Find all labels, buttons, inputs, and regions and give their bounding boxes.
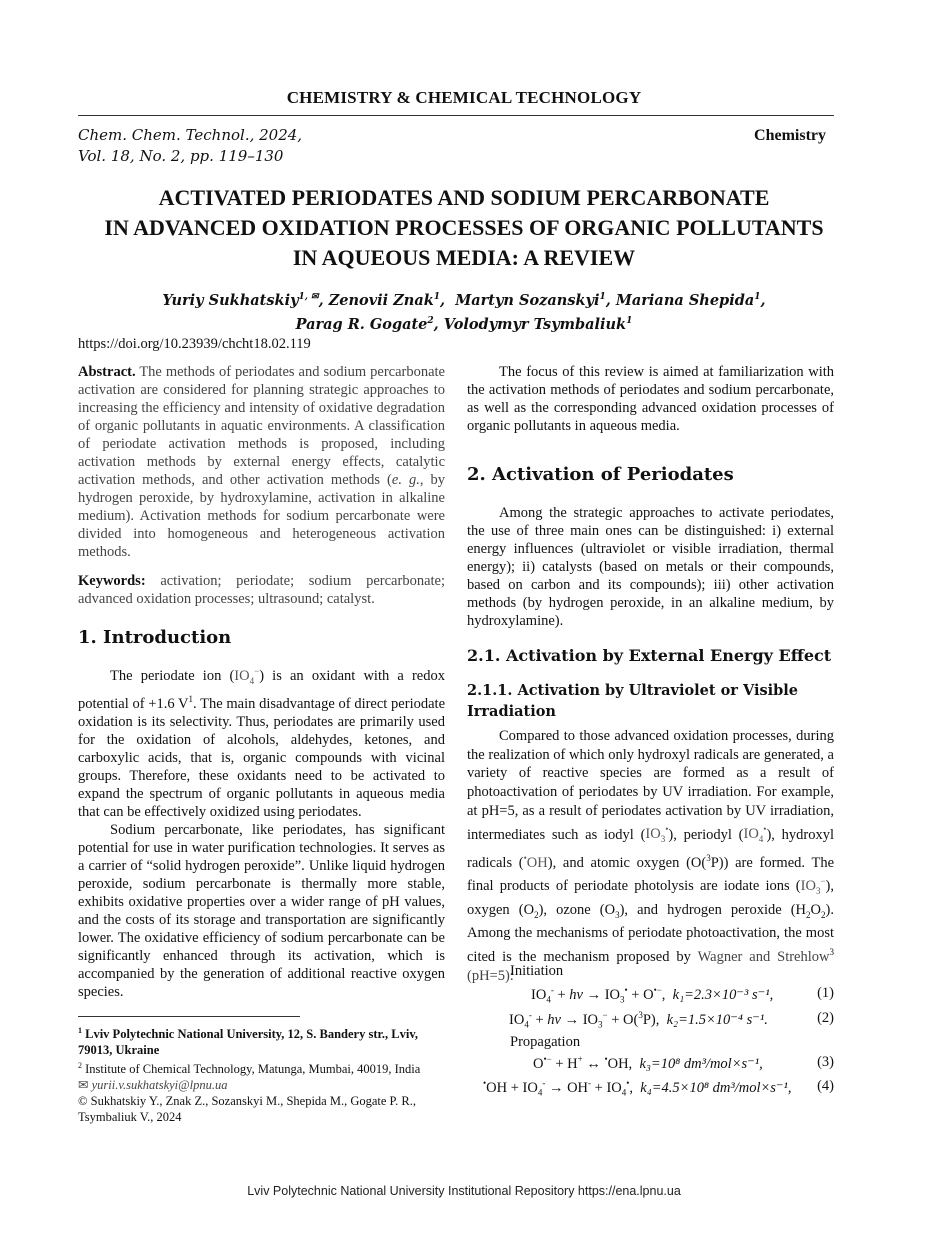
repository-footer[interactable]: Lviv Polytechnic National University Institutional Repository https://ena.lpnu.ua bbox=[247, 1184, 681, 1198]
abstract-label: Abstract. bbox=[78, 364, 136, 380]
heading-introduction: 1. Introduction bbox=[78, 627, 232, 648]
label-propagation: Propagation bbox=[510, 1034, 581, 1050]
footnote-1: $^1$ Lviv Polytechnic National University, 12, S. Bandery str., Lviv, 79013, Ukraine bbox=[78, 1026, 419, 1058]
journal-name: CHEMISTRY & CHEMICAL TECHNOLOGY bbox=[286, 88, 642, 107]
abstract-eg: e. g. bbox=[391, 472, 420, 488]
label-initiation: Initiation bbox=[510, 963, 564, 979]
author-aff: 1 bbox=[433, 292, 441, 302]
keywords-label: Keywords: bbox=[78, 573, 146, 589]
focus-paragraph: The focus of this review is aimed at familiarization with the activation methods of periodates and sodium percarbonate, as well as the corresponding advanced oxidation processes of organic pollutants in aqueous media. bbox=[467, 364, 834, 434]
title-line2: IN ADVANCED OXIDATION PROCESSES OF ORGANIC POLLUTANTS bbox=[104, 215, 824, 240]
abstract-text-2: , by hydrogen peroxide, by hydroxylamine, activation in alkaline medium). Activation methods for sodium percarbonate were divided into homogeneous and heterogeneous activation methods. bbox=[78, 472, 445, 560]
author-name: Volodymyr Tsymbaliuk bbox=[443, 315, 627, 333]
intro-paragraph-1: The periodate ion $(IO_4^-)$ is an oxidant with a redox potential of +1.6 $V^1$. The main disadvantage of direct periodate oxidation is its selectivity. Thus, periodates are primarily used for the oxidation of alcohols, aldehydes, ketones, and carboxylic acids, that is, organic compounds with vicinal groups. Therefore, these oxidants need to be activated to expand the spectrum of organic pollutants in aqueous media that can be effectively oxidized using periodates. bbox=[78, 666, 446, 820]
author-name: Yuriy Sukhatskiy bbox=[162, 291, 299, 309]
section-2-body: Among the strategic approaches to activate periodates, the use of three main ones can be distinguished: i) external energy influences (ultraviolet or visible irradiation, thermal energy); ii) catalysts (based on metals or their compounds, based on carbon and its compounds); iii) other activation methods (by hydrogen peroxide, in an alkaline medium, by hydroxylamine). bbox=[467, 505, 834, 629]
paper-title bbox=[0, 183, 928, 273]
header-rule bbox=[78, 115, 834, 116]
title-line1: ACTIVATED PERIODATES AND SODIUM PERCARBONATE bbox=[158, 185, 770, 210]
footnotes bbox=[78, 1023, 448, 1125]
footnote-rule bbox=[78, 1016, 300, 1017]
keywords-text: activation; periodate; sodium percarbonate; advanced oxidation processes; ultrasound; catalyst. bbox=[78, 573, 445, 607]
section-tag: Chemistry bbox=[754, 127, 826, 144]
intro-body bbox=[78, 662, 445, 1001]
keywords bbox=[78, 572, 445, 608]
heading-section-2: 2. Activation of Periodates bbox=[467, 464, 734, 485]
author-name: Parag R. Gogate bbox=[295, 315, 428, 333]
citation-line2: Vol. 18, No. 2, pp. 119–130 bbox=[78, 147, 284, 165]
envelope-icon: ✉ bbox=[78, 1078, 89, 1093]
abstract bbox=[78, 363, 445, 561]
author-aff: 1 bbox=[599, 292, 606, 302]
periodate-ion: $IO_4^-$ bbox=[234, 666, 260, 686]
citation-line1: Chem. Chem. Technol., 2024, bbox=[78, 126, 303, 144]
author-aff: 2 bbox=[427, 315, 434, 326]
doi-link[interactable]: https://doi.org/10.23939/chcht18.02.119 bbox=[78, 336, 311, 352]
author-name: Mariana Shepida bbox=[615, 291, 755, 309]
footnote-copyright: © Sukhatskiy Y., Znak Z., Sozanskyi M., Shepida M., Gogate P. R., Tsymbaliuk V., 2024 bbox=[78, 1094, 416, 1125]
author-name: Martyn Sozanskyi bbox=[455, 291, 600, 309]
section-2-1-1-body: Compared to those advanced oxidation processes, during the realization of which only hydroxyl radicals are generated, a variety of reactive species are formed as a result of photoactivation of periodates by UV irradiation. For example, at pH=5, as a result of periodates activation by UV irradiation, intermediates such as iodyl $(IO_3^•)$, periodyl $(IO_4^•)$, hydroxyl radicals (•OH), and atomic oxygen (O($^3$P)) are formed. The final products of periodate photolysis are iodate ions $(IO_3^-)$, oxygen $(O_2)$, ozone $(O_3)$, and hydrogen peroxide $(H_2O_2)$. Among the mechanisms of periodate photoactivation, the most cited is the mechanism proposed by Wagner and Strehlow$^3$ (pH=5): bbox=[467, 728, 835, 984]
author-aff: 1 bbox=[626, 315, 633, 326]
author-aff: 1, ✉ bbox=[298, 292, 319, 302]
intro-paragraph-2: Sodium percarbonate, like periodates, has significant potential for use in water purification technologies. It serves as a carrier of “solid hydrogen peroxide”. Unlike liquid hydrogen peroxide, sodium percarbonate is thermally more stable, exhibits oxidative properties over a wider range of pH values, and the costs of its storage and transportation are significantly lower. The oxidative efficiency of sodium percarbonate can be significantly enhanced through its activation, which is accompanied by the generation of additional reactive oxygen species. bbox=[78, 821, 445, 1000]
heading-section-2-1-1: 2.1.1. Activation by Ultraviolet or Visible Irradiation bbox=[467, 682, 799, 720]
footnote-2: $^2$ Institute of Chemical Technology, Matunga, Mumbai, 40019, India bbox=[78, 1061, 421, 1077]
citation-wagner: Wagner and Strehlow bbox=[697, 949, 830, 966]
author-aff: 1 bbox=[754, 292, 761, 302]
abstract-text: The methods of periodates and sodium percarbonate activation are considered for planning strategic approaches to increasing the efficiency and intensity of oxidative degradation of organic pollutants in aquatic environments. A classification of periodate activation methods is proposed, including activation methods by external energy effects, catalytic activation methods, and other activation methods ( bbox=[78, 364, 445, 488]
citation bbox=[78, 125, 302, 167]
author-list: Yuriy Sukhatskiy$^{1, ✉}$, Zenovii Znak$^1$, Martyn Sozanskyi$^1$, Mariana Shepida$^1$, Parag R. Gogate$^2$, Volodymyr Tsymbaliuk$^1$ bbox=[162, 291, 766, 333]
heading-section-2-1: 2.1. Activation by External Energy Effect bbox=[467, 646, 832, 665]
title-line3: IN AQUEOUS MEDIA: A REVIEW bbox=[292, 245, 636, 270]
footnote-email[interactable]: ✉ yurii.v.sukhatskyi@lpnu.ua bbox=[78, 1078, 228, 1093]
author-name: Zenovii Znak bbox=[328, 291, 434, 309]
